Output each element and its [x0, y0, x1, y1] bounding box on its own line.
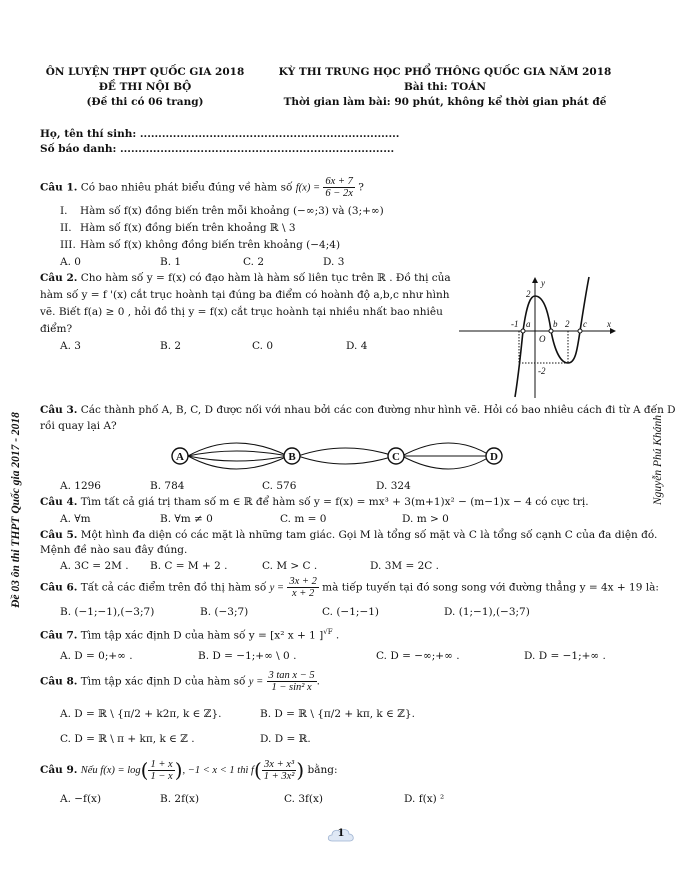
header-right-line2: Bài thi: TOÁN	[403, 81, 487, 93]
statement-1	[60, 205, 384, 217]
answer-option-c[interactable]: C. 2	[243, 256, 265, 268]
question-2-line4: điểm?	[40, 323, 73, 335]
fraction	[148, 759, 174, 782]
header-right-line1: KỲ THI TRUNG HỌC PHỔ THÔNG QUỐC GIA NĂM 2018	[278, 66, 612, 78]
question-9	[40, 758, 338, 782]
exponent: √F	[323, 628, 333, 636]
answer-option-a[interactable]: A. D = ℝ \ {π/2 + k2π, k ∈ ℤ}.	[60, 708, 222, 720]
question-tail: .	[332, 629, 340, 642]
question-text: Có bao nhiêu phát biểu đúng về hàm số	[80, 181, 293, 194]
question-text: Tìm tất cả giá trị tham số m ∈ ℝ để hàm số y = f(x) = mx³ + 3(m+1)x² − (m−1)x − 4 có cực trị.	[80, 496, 589, 508]
question-text: , −1 < x < 1 thì f	[182, 765, 254, 776]
question-3-line2: rồi quay lại A?	[40, 420, 117, 432]
formula-func: y =	[248, 676, 264, 688]
answer-option-b[interactable]: B. 784	[150, 480, 185, 492]
question-tail: mà tiếp tuyến tại đó song song với đường thẳng y = 4x + 19 là:	[318, 581, 659, 594]
header-left-line2: ĐỀ THI NỘI BỘ	[98, 81, 192, 93]
answer-option-c[interactable]: C. m = 0	[280, 513, 327, 525]
answer-option-c[interactable]: C. 576	[262, 480, 297, 492]
statement-text: Hàm số f(x) đồng biến trên mỗi khoảng (−∞;3) và (3;+∞)	[80, 205, 384, 217]
formula-func: f(x) =	[295, 182, 321, 194]
paren-open: (	[253, 758, 262, 782]
question-3	[40, 404, 676, 416]
statement-num: III.	[60, 239, 76, 251]
question-text: Cho hàm số y = f(x) có đạo hàm là hàm số liên tục trên ℝ . Đồ thị của	[80, 272, 451, 284]
tick-label: 2	[565, 319, 570, 329]
answer-option-b[interactable]: B. D = −1;+∞ \ 0 .	[198, 650, 297, 662]
x-axis-label: x	[607, 319, 611, 329]
statement-2	[60, 222, 296, 234]
tick-label: 2	[526, 289, 531, 299]
question-5	[40, 529, 657, 541]
question-tail: .	[316, 675, 321, 688]
question-8	[40, 670, 320, 693]
numerator: 3x + 2	[289, 576, 317, 587]
answer-option-d[interactable]: D. 3M = 2C .	[370, 560, 440, 572]
answer-option-c[interactable]: C. M > C .	[262, 560, 318, 572]
side-title-left	[6, 360, 26, 660]
city-label: D	[490, 451, 498, 463]
paren-open: (	[140, 758, 149, 782]
fraction	[323, 176, 355, 199]
page-number: 1	[337, 828, 345, 839]
answer-option-d[interactable]: D. 324	[376, 480, 411, 492]
city-road-diagram	[160, 432, 510, 482]
question-2	[40, 272, 451, 284]
candidate-name-field: Họ, tên thí sinh: .......................................................................	[40, 128, 400, 140]
question-label: Câu 8.	[40, 675, 78, 688]
question-6	[40, 576, 659, 599]
answer-option-c[interactable]: C. 0	[252, 340, 274, 352]
fraction	[287, 576, 319, 599]
question-label: Câu 4.	[40, 496, 78, 508]
question-text: Tìm tập xác định D của hàm số	[80, 675, 246, 688]
question-label: Câu 2.	[40, 272, 78, 284]
denominator: x + 2	[291, 588, 315, 599]
paren-close: )	[296, 758, 305, 782]
side-author-right-text: Nguyễn Phú Khánh	[652, 414, 664, 506]
answer-option-a[interactable]: A. −f(x)	[60, 793, 102, 805]
question-tail: ?	[358, 181, 364, 194]
question-text: Một hình đa diện có các mặt là những tam giác. Gọi M là tổng số mặt và C là tổng số cạnh C của đa diện đó.	[80, 529, 658, 541]
answer-option-b1[interactable]: B. (−1;−1),(−3;7)	[60, 606, 155, 618]
answer-option-c[interactable]: C. 3f(x)	[284, 793, 324, 805]
question-5-line2: Mệnh đề nào sau đây đúng.	[40, 544, 188, 556]
header-right-line3: Thời gian làm bài: 90 phút, không kể thời gian phát đề	[283, 96, 607, 108]
answer-option-a[interactable]: A. D = 0;+∞ .	[60, 650, 133, 662]
answer-option-d[interactable]: D. D = ℝ.	[260, 733, 311, 745]
paren-close: )	[174, 758, 183, 782]
question-text: bằng:	[304, 764, 338, 776]
road-cd	[402, 456, 491, 469]
question-text: Nếu f(x) = log	[80, 765, 141, 776]
statement-text: Hàm số f(x) không đồng biến trên khoảng (−4;4)	[80, 239, 341, 251]
city-label: A	[176, 451, 184, 463]
tick-label: c	[583, 319, 587, 329]
answer-option-c[interactable]: C. D = ℝ \ π + kπ, k ∈ ℤ .	[60, 733, 195, 745]
fraction	[267, 670, 317, 693]
answer-option-d[interactable]: D. (1;−1),(−3;7)	[444, 606, 530, 618]
formula-func: y =	[269, 582, 284, 594]
answer-option-a[interactable]: A. 3C = 2M .	[60, 560, 129, 572]
tick-label: b	[553, 319, 558, 329]
tick-label: -1	[511, 319, 519, 329]
statement-num: II.	[60, 222, 72, 234]
y-axis-label: y	[541, 278, 545, 288]
candidate-id-field: Số báo danh: ...........................................................................	[40, 143, 395, 155]
fraction	[262, 759, 297, 782]
question-label: Câu 5.	[40, 529, 78, 541]
answer-option-a[interactable]: A. ∀m	[60, 513, 91, 525]
question-7	[40, 628, 339, 642]
statement-text: Hàm số f(x) đồng biến trên khoảng ℝ \ 3	[80, 222, 296, 234]
question-4	[40, 496, 589, 508]
question-text: Tất cả các điểm trên đồ thị hàm số	[80, 581, 267, 594]
side-author-right	[648, 370, 668, 550]
answer-option-b[interactable]: B. 1	[160, 256, 182, 268]
tick-label: a	[526, 319, 531, 329]
road-ab	[188, 451, 288, 456]
road-bc	[298, 448, 394, 456]
question-label: Câu 7.	[40, 629, 78, 642]
answer-option-b[interactable]: B. (−3;7)	[200, 606, 249, 618]
answer-option-a[interactable]: A. 3	[60, 340, 81, 352]
answer-option-c[interactable]: C. (−1;−1)	[322, 606, 380, 618]
city-label: B	[288, 451, 296, 463]
header-left-line1: ÔN LUYỆN THPT QUỐC GIA 2018	[45, 66, 245, 78]
answer-option-b[interactable]: B. C = M + 2 .	[150, 560, 228, 572]
answer-option-d[interactable]: D. D = −1;+∞ .	[524, 650, 606, 662]
answer-option-b[interactable]: B. 2f(x)	[160, 793, 200, 805]
answer-option-b[interactable]: B. D = ℝ \ {π/2 + kπ, k ∈ ℤ}.	[260, 708, 415, 720]
answer-option-b[interactable]: B. 2	[160, 340, 182, 352]
origin-label: O	[539, 334, 546, 344]
road-cd	[402, 443, 491, 456]
denominator: 6 − 2x	[325, 188, 353, 199]
question-1	[40, 176, 364, 199]
city-label: C	[392, 451, 400, 463]
statement-num: I.	[60, 205, 68, 217]
question-text: Các thành phố A, B, C, D được nối với nhau bởi các con đường như hình vẽ. Hỏi có bao nhiêu cách đi từ A đến D	[80, 404, 676, 416]
root-c	[578, 329, 582, 333]
statement-3	[60, 239, 340, 251]
numerator: 3 tan x − 5	[268, 670, 315, 681]
numerator: 3x + x³	[262, 759, 297, 771]
answer-option-d[interactable]: D. 3	[323, 256, 345, 268]
answer-option-b[interactable]: B. ∀m ≠ 0	[160, 513, 213, 525]
question-label: Câu 3.	[40, 404, 78, 416]
answer-option-d[interactable]: D. 4	[346, 340, 368, 352]
answer-option-c[interactable]: C. D = −∞;+∞ .	[376, 650, 460, 662]
denominator: 1 + 3x²	[263, 770, 295, 782]
tick-label: -2	[538, 366, 546, 376]
numerator: 6x + 7	[325, 176, 353, 187]
answer-option-a[interactable]: A. 1296	[60, 480, 101, 492]
question-label: Câu 9.	[40, 764, 78, 776]
numerator: 1 + x	[150, 758, 173, 770]
denominator: 1 − x	[150, 770, 173, 782]
road-ab	[188, 456, 288, 461]
question-label: Câu 6.	[40, 581, 78, 594]
question-2-line3: vẽ. Biết f(a) ≥ 0 , hỏi đồ thị y = f(x) cắt trục hoành tại nhiều nhất bao nhiêu	[40, 306, 443, 318]
road-bc	[298, 456, 394, 464]
question-label: Câu 1.	[40, 181, 78, 194]
root-a	[521, 329, 525, 333]
answer-option-a[interactable]: A. 0	[60, 256, 81, 268]
derivative-graph	[455, 272, 625, 400]
answer-option-d[interactable]: D. f(x) ²	[404, 793, 445, 805]
page-number-badge	[326, 826, 356, 844]
root-b	[549, 329, 553, 333]
side-title-left-text: Đề 03 ôn thi THPT Quốc gia 2017 - 2018	[10, 412, 22, 608]
denominator: 1 − sin² x	[271, 682, 312, 693]
answer-option-d[interactable]: D. m > 0	[402, 513, 449, 525]
header-left-line3: (Đề thi có 06 trang)	[86, 96, 204, 108]
question-2-line2: hàm số y = f '(x) cắt trục hoành tại đúng ba điểm có hoành độ a,b,c như hình	[40, 289, 450, 301]
question-text: Tìm tập xác định D của hàm số y = [x² x + 1 ]	[80, 629, 324, 642]
